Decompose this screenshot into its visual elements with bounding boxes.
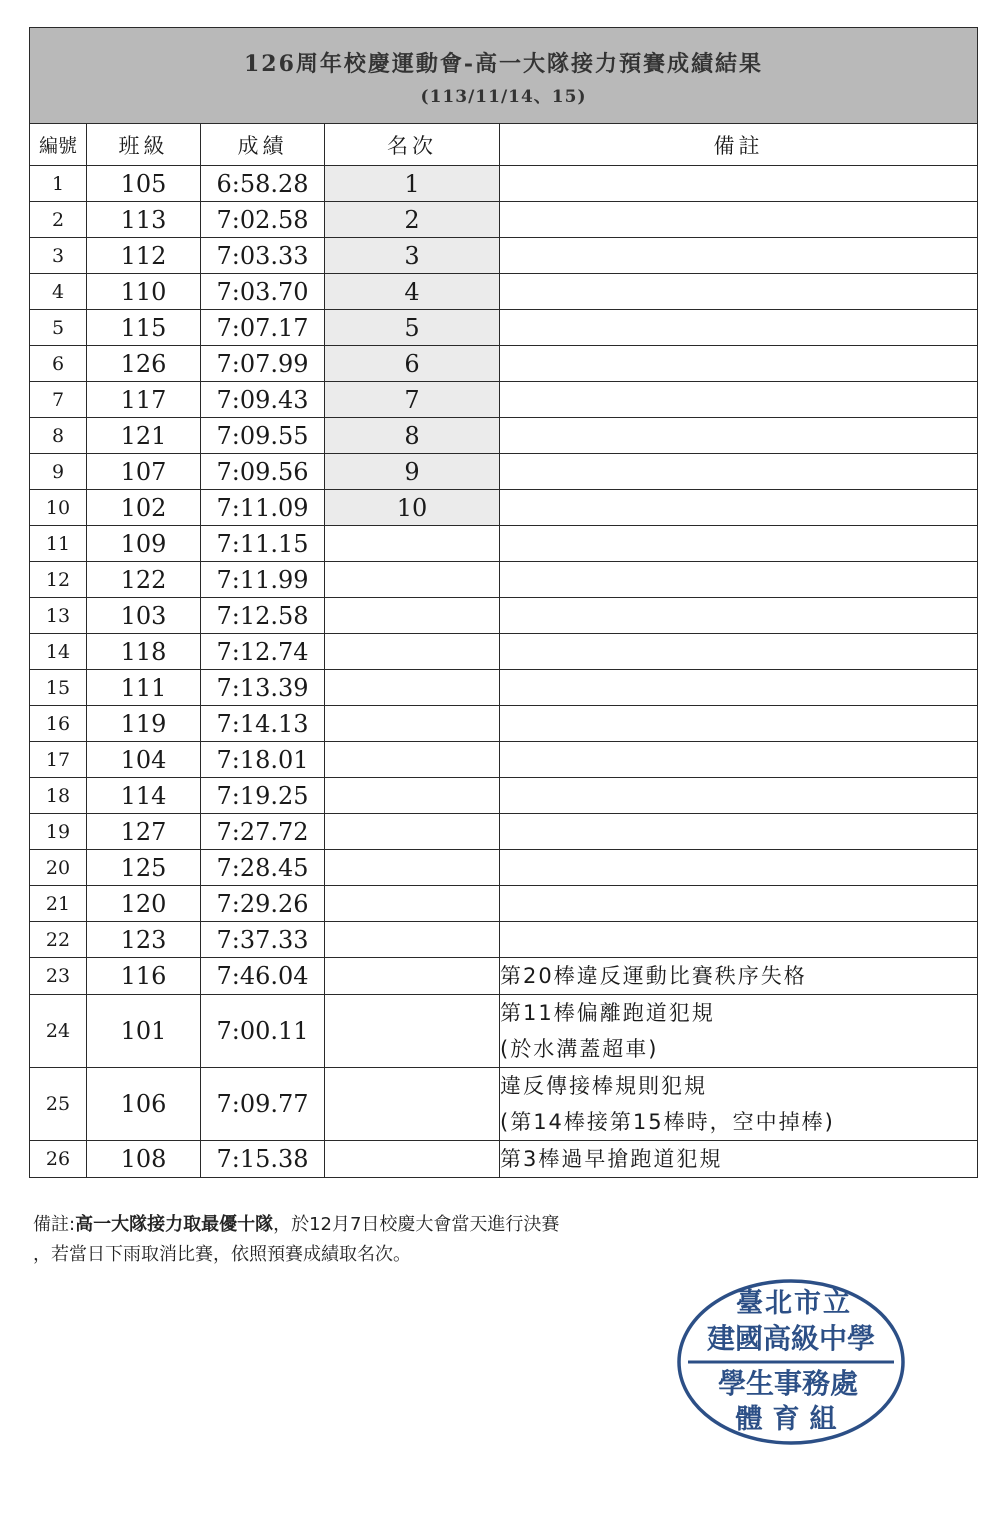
cell-time: 7:46.04 <box>201 958 325 995</box>
cell-time: 7:09.56 <box>201 454 325 490</box>
school-seal-stamp <box>676 1278 906 1446</box>
cell-class: 117 <box>87 382 201 418</box>
cell-rank <box>325 922 500 958</box>
header-number: 編號 <box>30 124 87 166</box>
cell-time: 7:09.77 <box>201 1068 325 1141</box>
cell-note <box>500 526 978 562</box>
table-row <box>30 454 978 490</box>
cell-class: 107 <box>87 454 201 490</box>
stamp-line-1: 臺北市立 <box>736 1288 852 1319</box>
table-row <box>30 995 978 1068</box>
table-row <box>30 706 978 742</box>
table-row <box>30 346 978 382</box>
cell-class: 101 <box>87 995 201 1068</box>
cell-class: 108 <box>87 1141 201 1178</box>
cell-time: 7:09.55 <box>201 418 325 454</box>
cell-rank <box>325 670 500 706</box>
cell-number: 8 <box>30 418 87 454</box>
stamp-line-4: 體育組 <box>735 1404 847 1435</box>
cell-class: 118 <box>87 634 201 670</box>
cell-note <box>500 634 978 670</box>
stamp-line-2: 建國高級中學 <box>706 1322 876 1355</box>
cell-number: 7 <box>30 382 87 418</box>
cell-time: 7:13.39 <box>201 670 325 706</box>
cell-number: 23 <box>30 958 87 995</box>
cell-rank: 8 <box>325 418 500 454</box>
table-row <box>30 238 978 274</box>
cell-number: 21 <box>30 886 87 922</box>
cell-rank: 1 <box>325 166 500 202</box>
cell-number: 16 <box>30 706 87 742</box>
cell-number: 24 <box>30 995 87 1068</box>
footnote-line-1 <box>33 1210 559 1240</box>
cell-rank <box>325 886 500 922</box>
cell-class: 115 <box>87 310 201 346</box>
cell-class: 105 <box>87 166 201 202</box>
title-banner <box>30 28 978 124</box>
cell-number: 26 <box>30 1141 87 1178</box>
cell-note <box>500 778 978 814</box>
table-row <box>30 274 978 310</box>
cell-note <box>500 850 978 886</box>
cell-rank: 7 <box>325 382 500 418</box>
cell-number: 6 <box>30 346 87 382</box>
cell-class: 126 <box>87 346 201 382</box>
cell-number: 19 <box>30 814 87 850</box>
cell-number: 3 <box>30 238 87 274</box>
cell-note <box>500 995 978 1068</box>
note-line-continued: (第14棒接第15棒時，空中掉棒) <box>500 1110 835 1134</box>
cell-class: 109 <box>87 526 201 562</box>
cell-number: 18 <box>30 778 87 814</box>
cell-class: 122 <box>87 562 201 598</box>
cell-time: 7:29.26 <box>201 886 325 922</box>
cell-class: 102 <box>87 490 201 526</box>
cell-time: 7:03.70 <box>201 274 325 310</box>
cell-class: 112 <box>87 238 201 274</box>
table-row <box>30 490 978 526</box>
cell-rank <box>325 742 500 778</box>
cell-number: 25 <box>30 1068 87 1141</box>
cell-class: 125 <box>87 850 201 886</box>
cell-time: 7:12.58 <box>201 598 325 634</box>
cell-rank <box>325 778 500 814</box>
table-row <box>30 886 978 922</box>
cell-rank <box>325 526 500 562</box>
cell-time: 7:18.01 <box>201 742 325 778</box>
table-row <box>30 670 978 706</box>
cell-note <box>500 1141 978 1178</box>
table-row <box>30 814 978 850</box>
footnote-line-2: ，若當日下雨取消比賽，依照預賽成績取名次。 <box>33 1244 411 1265</box>
cell-time: 7:11.09 <box>201 490 325 526</box>
cell-note <box>500 598 978 634</box>
cell-rank <box>325 995 500 1068</box>
table-row <box>30 850 978 886</box>
cell-number: 15 <box>30 670 87 706</box>
cell-rank <box>325 1141 500 1178</box>
cell-rank: 10 <box>325 490 500 526</box>
cell-rank: 2 <box>325 202 500 238</box>
cell-number: 9 <box>30 454 87 490</box>
cell-time: 7:07.17 <box>201 310 325 346</box>
cell-class: 119 <box>87 706 201 742</box>
cell-class: 104 <box>87 742 201 778</box>
cell-note <box>500 1068 978 1141</box>
footnote <box>33 1210 559 1270</box>
table-row <box>30 1141 978 1178</box>
header-class: 班級 <box>87 124 201 166</box>
note-line-continued: (於水溝蓋超車) <box>500 1037 659 1061</box>
cell-class: 127 <box>87 814 201 850</box>
cell-class: 110 <box>87 274 201 310</box>
cell-time: 7:27.72 <box>201 814 325 850</box>
cell-time: 7:12.74 <box>201 634 325 670</box>
cell-note <box>500 562 978 598</box>
table-row <box>30 958 978 995</box>
footnote-label: 備註: <box>33 1214 76 1235</box>
cell-time: 7:37.33 <box>201 922 325 958</box>
cell-note <box>500 742 978 778</box>
cell-number: 17 <box>30 742 87 778</box>
cell-rank <box>325 562 500 598</box>
cell-note <box>500 202 978 238</box>
table-row <box>30 598 978 634</box>
table-row <box>30 1068 978 1141</box>
cell-time: 7:00.11 <box>201 995 325 1068</box>
header-rank: 名次 <box>325 124 500 166</box>
cell-note <box>500 238 978 274</box>
table-row <box>30 742 978 778</box>
stamp-line-3: 學生事務處 <box>717 1367 859 1400</box>
cell-number: 11 <box>30 526 87 562</box>
cell-note <box>500 706 978 742</box>
results-sheet <box>29 27 977 1178</box>
header-note: 備註 <box>500 124 978 166</box>
table-header-row <box>30 124 978 166</box>
note-line: 違反傳接棒規則犯規 <box>500 1074 707 1098</box>
table-row <box>30 778 978 814</box>
cell-note <box>500 310 978 346</box>
cell-rank <box>325 958 500 995</box>
note-line: 第20棒違反運動比賽秩序失格 <box>500 964 807 988</box>
results-table <box>29 27 978 1178</box>
cell-class: 116 <box>87 958 201 995</box>
note-line: 第3棒過早搶跑道犯規 <box>500 1147 723 1171</box>
table-row <box>30 202 978 238</box>
cell-time: 6:58.28 <box>201 166 325 202</box>
note-line: 第11棒偏離跑道犯規 <box>500 1001 715 1025</box>
cell-rank: 5 <box>325 310 500 346</box>
footnote-detail: ，於12月7日校慶大會當天進行決賽 <box>273 1214 560 1235</box>
table-row <box>30 418 978 454</box>
cell-time: 7:02.58 <box>201 202 325 238</box>
table-row <box>30 922 978 958</box>
cell-number: 5 <box>30 310 87 346</box>
cell-note <box>500 418 978 454</box>
cell-rank <box>325 634 500 670</box>
cell-number: 10 <box>30 490 87 526</box>
cell-class: 123 <box>87 922 201 958</box>
cell-rank: 3 <box>325 238 500 274</box>
cell-rank: 4 <box>325 274 500 310</box>
table-row <box>30 166 978 202</box>
cell-time: 7:28.45 <box>201 850 325 886</box>
cell-class: 114 <box>87 778 201 814</box>
cell-note <box>500 274 978 310</box>
cell-note <box>500 886 978 922</box>
cell-time: 7:11.99 <box>201 562 325 598</box>
cell-note <box>500 958 978 995</box>
cell-rank: 6 <box>325 346 500 382</box>
results-body <box>30 166 978 1178</box>
cell-rank <box>325 706 500 742</box>
cell-note <box>500 454 978 490</box>
cell-note <box>500 922 978 958</box>
cell-number: 13 <box>30 598 87 634</box>
cell-time: 7:11.15 <box>201 526 325 562</box>
cell-note <box>500 814 978 850</box>
cell-time: 7:15.38 <box>201 1141 325 1178</box>
cell-note <box>500 166 978 202</box>
header-time: 成績 <box>201 124 325 166</box>
cell-number: 1 <box>30 166 87 202</box>
table-row <box>30 562 978 598</box>
event-date: (113/11/14、15) <box>420 87 587 107</box>
cell-class: 113 <box>87 202 201 238</box>
page-title: 126周年校慶運動會-高一大隊接力預賽成績結果 <box>244 51 764 77</box>
cell-number: 14 <box>30 634 87 670</box>
cell-time: 7:19.25 <box>201 778 325 814</box>
cell-class: 120 <box>87 886 201 922</box>
cell-time: 7:09.43 <box>201 382 325 418</box>
cell-rank <box>325 1068 500 1141</box>
cell-number: 2 <box>30 202 87 238</box>
cell-note <box>500 382 978 418</box>
cell-number: 4 <box>30 274 87 310</box>
cell-time: 7:14.13 <box>201 706 325 742</box>
cell-rank <box>325 850 500 886</box>
cell-class: 103 <box>87 598 201 634</box>
cell-note <box>500 490 978 526</box>
table-row <box>30 634 978 670</box>
cell-class: 121 <box>87 418 201 454</box>
cell-rank <box>325 814 500 850</box>
cell-number: 22 <box>30 922 87 958</box>
table-row <box>30 310 978 346</box>
cell-rank <box>325 598 500 634</box>
cell-number: 20 <box>30 850 87 886</box>
cell-number: 12 <box>30 562 87 598</box>
cell-class: 111 <box>87 670 201 706</box>
table-row <box>30 382 978 418</box>
cell-note <box>500 670 978 706</box>
footnote-emphasis: 高一大隊接力取最優十隊 <box>75 1214 274 1235</box>
cell-time: 7:07.99 <box>201 346 325 382</box>
cell-time: 7:03.33 <box>201 238 325 274</box>
table-row <box>30 526 978 562</box>
cell-class: 106 <box>87 1068 201 1141</box>
cell-note <box>500 346 978 382</box>
cell-rank: 9 <box>325 454 500 490</box>
